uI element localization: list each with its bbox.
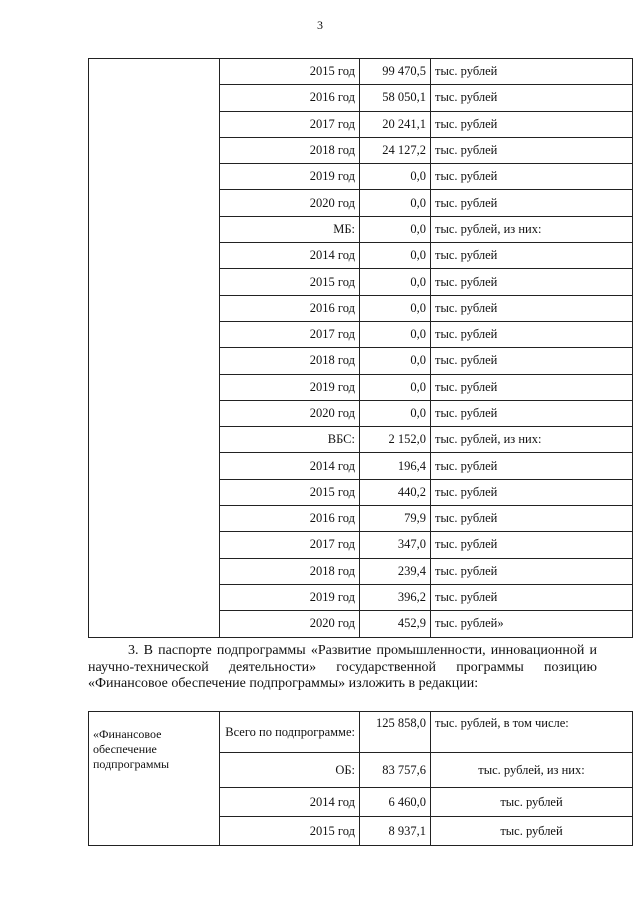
unit-cell: тыс. рублей (431, 400, 633, 426)
financing-label-cell (89, 712, 220, 788)
unit-cell: тыс. рублей, из них: (431, 753, 633, 788)
amount-cell: 24 127,2 (360, 137, 431, 163)
amount-cell: 6 460,0 (360, 788, 431, 817)
year-cell: ВБС: (220, 427, 360, 453)
year-cell: 2017 год (220, 111, 360, 137)
amount-cell: 8 937,1 (360, 817, 431, 846)
year-cell: МБ: (220, 216, 360, 242)
year-cell: 2020 год (220, 611, 360, 637)
year-cell: 2016 год (220, 506, 360, 532)
unit-cell: тыс. рублей, в том числе: (431, 712, 633, 753)
page-number: 3 (317, 18, 323, 32)
amount-cell: 347,0 (360, 532, 431, 558)
unit-cell: тыс. рублей» (431, 611, 633, 637)
financing-table-body (89, 59, 633, 638)
amount-cell: 125 858,0 (360, 712, 431, 753)
amount-cell: 99 470,5 (360, 59, 431, 85)
year-cell: Всего по подпрограмме: (220, 712, 360, 753)
unit-cell: тыс. рублей (431, 506, 633, 532)
amount-cell: 0,0 (360, 216, 431, 242)
unit-cell: тыс. рублей (431, 269, 633, 295)
year-cell: 2016 год (220, 85, 360, 111)
financing-label-line: подпрограммы (93, 757, 170, 772)
year-cell: 2018 год (220, 137, 360, 163)
unit-cell: тыс. рублей (431, 453, 633, 479)
unit-cell: тыс. рублей (431, 190, 633, 216)
unit-cell: тыс. рублей (431, 788, 633, 817)
year-cell: 2020 год (220, 400, 360, 426)
table-row (89, 712, 633, 753)
paragraph-text: В паспорте подпрограммы «Развитие промышленности, инновационной и научно-технической деятельности» государственной программы позицию «Финансовое обеспечение подпрограммы» изложить в редакции: (88, 643, 598, 691)
table-row (89, 59, 633, 85)
unit-cell: тыс. рублей (431, 59, 633, 85)
amount-cell: 58 050,1 (360, 85, 431, 111)
unit-cell: тыс. рублей (431, 479, 633, 505)
amount-cell: 196,4 (360, 453, 431, 479)
year-cell: 2018 год (220, 348, 360, 374)
amount-cell: 2 152,0 (360, 427, 431, 453)
amount-cell: 239,4 (360, 558, 431, 584)
label-cell-blank (89, 817, 220, 846)
table-row (89, 788, 633, 817)
label-cell-blank (89, 788, 220, 817)
year-cell: 2015 год (220, 269, 360, 295)
paragraph-number: 3. (128, 643, 139, 658)
year-cell: 2018 год (220, 558, 360, 584)
unit-cell: тыс. рублей (431, 374, 633, 400)
subprogram-financing-table (88, 711, 633, 846)
table-row (89, 817, 633, 846)
amount-cell: 440,2 (360, 479, 431, 505)
unit-cell: тыс. рублей (431, 164, 633, 190)
year-cell: 2016 год (220, 295, 360, 321)
amount-cell: 0,0 (360, 400, 431, 426)
year-cell: 2014 год (220, 243, 360, 269)
unit-cell: тыс. рублей (431, 584, 633, 610)
unit-cell: тыс. рублей (431, 348, 633, 374)
amount-cell: 0,0 (360, 269, 431, 295)
amount-cell: 0,0 (360, 190, 431, 216)
amendment-paragraph (88, 643, 597, 693)
year-cell: 2015 год (220, 479, 360, 505)
unit-cell: тыс. рублей (431, 243, 633, 269)
year-cell: 2019 год (220, 374, 360, 400)
amount-cell: 83 757,6 (360, 753, 431, 788)
year-cell: 2014 год (220, 453, 360, 479)
unit-cell: тыс. рублей (431, 558, 633, 584)
amount-cell: 0,0 (360, 164, 431, 190)
unit-cell: тыс. рублей, из них: (431, 427, 633, 453)
unit-cell: тыс. рублей (431, 295, 633, 321)
amount-cell: 0,0 (360, 243, 431, 269)
unit-cell: тыс. рублей (431, 532, 633, 558)
unit-cell: тыс. рублей (431, 817, 633, 846)
year-cell: 2017 год (220, 532, 360, 558)
unit-cell: тыс. рублей (431, 137, 633, 163)
amount-cell: 0,0 (360, 295, 431, 321)
year-cell: 2020 год (220, 190, 360, 216)
amount-cell: 0,0 (360, 321, 431, 347)
amount-cell: 20 241,1 (360, 111, 431, 137)
subprogram-financing-body (89, 712, 633, 846)
amount-cell: 0,0 (360, 374, 431, 400)
year-cell: 2017 год (220, 321, 360, 347)
amount-cell: 79,9 (360, 506, 431, 532)
year-cell: ОБ: (220, 753, 360, 788)
unit-cell: тыс. рублей, из них: (431, 216, 633, 242)
year-cell: 2019 год (220, 584, 360, 610)
amount-cell: 396,2 (360, 584, 431, 610)
year-cell: 2019 год (220, 164, 360, 190)
amount-cell: 0,0 (360, 348, 431, 374)
amount-cell: 452,9 (360, 611, 431, 637)
label-cell-blank (89, 59, 220, 638)
financing-label-line: обеспечение (93, 742, 157, 757)
year-cell: 2015 год (220, 817, 360, 846)
unit-cell: тыс. рублей (431, 321, 633, 347)
financing-table-continued (88, 58, 633, 638)
year-cell: 2014 год (220, 788, 360, 817)
year-cell: 2015 год (220, 59, 360, 85)
unit-cell: тыс. рублей (431, 85, 633, 111)
financing-label-line: «Финансовое (93, 727, 162, 742)
unit-cell: тыс. рублей (431, 111, 633, 137)
